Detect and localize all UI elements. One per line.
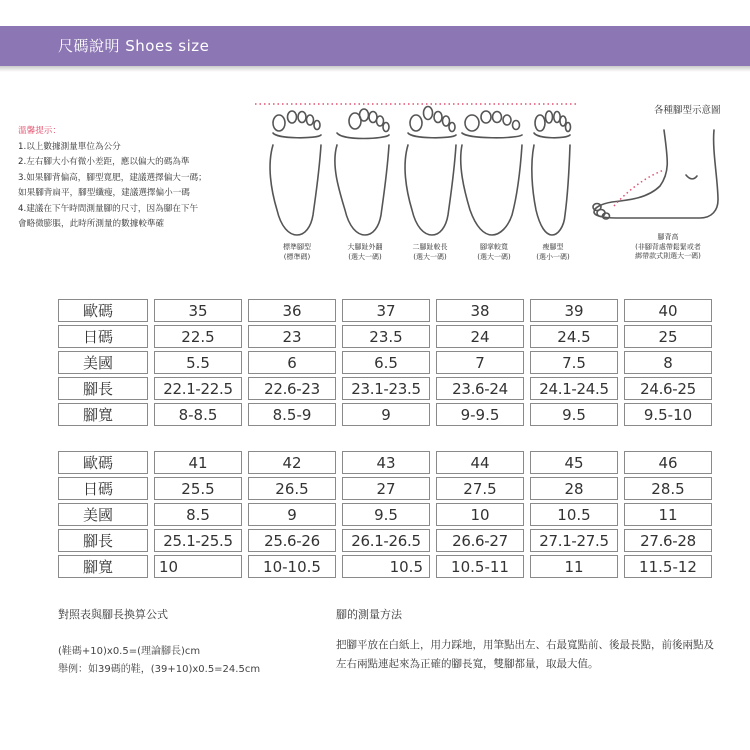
table-row <box>58 325 712 348</box>
table-cell: 41 <box>154 451 242 474</box>
table-row <box>58 503 712 526</box>
size-table-2 <box>52 448 718 581</box>
table-row <box>58 451 712 474</box>
tip-line: 3.如果腳背偏高，腳型寬肥，建議選擇偏大一碼； <box>18 172 207 183</box>
table-cell: 8-8.5 <box>154 403 242 426</box>
table-cell: 9.5 <box>342 503 430 526</box>
table-cell: 24.6-25 <box>624 377 712 400</box>
tip-line: 1.以上數據測量單位為公分 <box>18 141 121 152</box>
table-row <box>58 529 712 552</box>
table-cell: 35 <box>154 299 242 322</box>
table-cell: 44 <box>436 451 524 474</box>
foot-label-high-arch: 腳背高 (非腳背處帶鬆緊或者 綁帶款式則選大一碼) <box>635 233 701 260</box>
table-cell: 27.5 <box>436 477 524 500</box>
banner-shadow <box>0 66 750 72</box>
table-cell: 22.5 <box>154 325 242 348</box>
table-cell: 11 <box>530 555 618 578</box>
table-cell: 10 <box>436 503 524 526</box>
table-row <box>58 477 712 500</box>
page-title: 尺碼說明 Shoes size <box>58 37 210 55</box>
foot-label-wide: 腳掌較寬 (選大一碼) <box>477 243 511 261</box>
table-cell: 22.1-22.5 <box>154 377 242 400</box>
method-title: 腳的測量方法 <box>336 608 402 621</box>
table-cell: 8.5 <box>154 503 242 526</box>
table-cell: 46 <box>624 451 712 474</box>
table-row <box>58 351 712 374</box>
formula-title: 對照表與腳長換算公式 <box>58 608 168 621</box>
foot-label-bunion: 大腳趾外翻 (選大一碼) <box>347 243 383 261</box>
formula-example: 舉例：如39碼的鞋，(39+10)x0.5=24.5cm <box>58 664 261 675</box>
table-cell: 9.5 <box>530 403 618 426</box>
table-cell: 6 <box>248 351 336 374</box>
foot-long-second-toe-icon <box>405 107 456 236</box>
table-cell: 10 <box>154 555 242 578</box>
table-cell: 5.5 <box>154 351 242 374</box>
table-cell: 7.5 <box>530 351 618 374</box>
row-header: 歐碼 <box>58 299 148 322</box>
foot-high-arch-icon <box>593 130 718 219</box>
tips-title: 溫馨提示： <box>18 126 61 136</box>
row-header: 日碼 <box>58 477 148 500</box>
table-row <box>58 299 712 322</box>
table-cell: 10-10.5 <box>248 555 336 578</box>
table-cell: 28 <box>530 477 618 500</box>
tip-line: 會略微膨脹，此時所測量的數據較準確 <box>18 219 165 229</box>
header-banner <box>0 26 750 66</box>
size-table-1 <box>52 296 718 429</box>
table-cell: 27.6-28 <box>624 529 712 552</box>
table-cell: 25.5 <box>154 477 242 500</box>
row-header: 美國 <box>58 351 148 374</box>
tip-line: 2.左右腳大小有微小差距，應以偏大的碼為準 <box>18 157 190 167</box>
row-header: 美國 <box>58 503 148 526</box>
table-cell: 8.5-9 <box>248 403 336 426</box>
table-cell: 40 <box>624 299 712 322</box>
table-cell: 38 <box>436 299 524 322</box>
table-cell: 25 <box>624 325 712 348</box>
table-cell: 45 <box>530 451 618 474</box>
table-cell: 26.6-27 <box>436 529 524 552</box>
table-cell: 42 <box>248 451 336 474</box>
table-cell: 9.5-10 <box>624 403 712 426</box>
diagram-title: 各種腳型示意圖 <box>654 105 721 116</box>
table-cell: 25.1-25.5 <box>154 529 242 552</box>
table-cell: 23 <box>248 325 336 348</box>
table-cell: 24.1-24.5 <box>530 377 618 400</box>
table-cell: 36 <box>248 299 336 322</box>
table-row <box>58 555 712 578</box>
tip-line: 如果腳背扁平，腳型纖瘦，建議選擇偏小一碼 <box>18 188 190 198</box>
table-cell: 6.5 <box>342 351 430 374</box>
table-cell: 7 <box>436 351 524 374</box>
formula-line: (鞋碼+10)x0.5=(理論腳長)cm <box>58 646 201 657</box>
foot-thin-icon <box>532 111 571 235</box>
table-cell: 9 <box>248 503 336 526</box>
row-header: 日碼 <box>58 325 148 348</box>
table-cell: 10.5 <box>530 503 618 526</box>
tip-line: 4.建議在下午時間測量腳的尺寸，因為腳在下午 <box>18 203 199 214</box>
row-header: 腳長 <box>58 529 148 552</box>
table-cell: 37 <box>342 299 430 322</box>
table-cell: 24 <box>436 325 524 348</box>
table-cell: 22.6-23 <box>248 377 336 400</box>
table-cell: 26.5 <box>248 477 336 500</box>
foot-wide-icon <box>461 111 522 235</box>
row-header: 腳寬 <box>58 555 148 578</box>
table-cell: 27.1-27.5 <box>530 529 618 552</box>
table-cell: 23.6-24 <box>436 377 524 400</box>
row-header: 腳寬 <box>58 403 148 426</box>
table-cell: 39 <box>530 299 618 322</box>
foot-bunion-icon <box>335 109 389 235</box>
method-text: 把腳平放在白紙上，用力踩地，用筆點出左、右最寬點前、後最長點，前後兩點及左右兩點連起來為正確的腳長寬，雙腳都量，取最大值。 <box>336 639 714 670</box>
row-header: 歐碼 <box>58 451 148 474</box>
table-cell: 9 <box>342 403 430 426</box>
table-cell: 24.5 <box>530 325 618 348</box>
table-cell: 8 <box>624 351 712 374</box>
table-cell: 43 <box>342 451 430 474</box>
tips-box <box>18 124 207 233</box>
foot-standard-icon <box>270 111 321 235</box>
table-cell: 27 <box>342 477 430 500</box>
foot-label-thin: 瘦腳型 (選小一碼) <box>536 243 570 261</box>
table-cell: 26.1-26.5 <box>342 529 430 552</box>
table-row <box>58 403 712 426</box>
table-cell: 11 <box>624 503 712 526</box>
table-cell: 10.5-11 <box>436 555 524 578</box>
table-row <box>58 377 712 400</box>
foot-label-standard: 標準腳型 (標準碼) <box>283 243 311 261</box>
row-header: 腳長 <box>58 377 148 400</box>
arch-dotted-line <box>614 170 664 206</box>
table-cell: 9-9.5 <box>436 403 524 426</box>
table-cell: 25.6-26 <box>248 529 336 552</box>
table-cell: 23.5 <box>342 325 430 348</box>
foot-label-long-toe: 二腳趾較長 (選大一碼) <box>412 243 448 261</box>
table-cell: 10.5 <box>342 555 430 578</box>
table-cell: 11.5-12 <box>624 555 712 578</box>
table-cell: 28.5 <box>624 477 712 500</box>
table-cell: 23.1-23.5 <box>342 377 430 400</box>
